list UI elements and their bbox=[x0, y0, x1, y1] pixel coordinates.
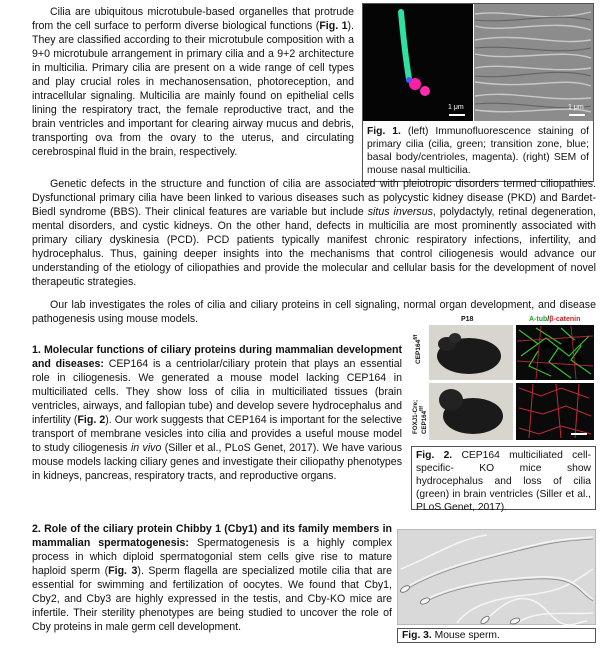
section1-text-a: CEP164 is a centriolar/ciliary protein that plays an essential role in ciliogenesis. We generated a mouse model lacking CEP164 in multiciliated cells. They show loss of cilia in multiciliated tissues (brain ventricles, airways, and fallopian tube) and develop severe hydrocephalus and infertility ( bbox=[32, 358, 402, 426]
fig1-ref: Fig. 1 bbox=[319, 20, 348, 32]
fig2-row2-sup: f/f bbox=[419, 406, 425, 411]
intro-p3-text: Our lab investigates the roles of cilia and ciliary proteins in cell signaling, normal organ development, and disease pathogenesis using mouse models. bbox=[32, 299, 596, 325]
fig2-caption bbox=[412, 447, 595, 516]
fig2-images bbox=[411, 316, 596, 442]
fig3-ref: Fig. 3 bbox=[108, 565, 138, 577]
fig1-scale-right-label: 1 μm bbox=[568, 104, 584, 111]
fig2-caption-box bbox=[411, 446, 596, 513]
intro-p2-italic: situs inversus bbox=[367, 206, 433, 218]
figure-3 bbox=[397, 529, 596, 642]
section-2 bbox=[32, 522, 392, 634]
section-1 bbox=[32, 343, 402, 483]
fig1-caption-text: (left) Immunofluorescence staining of primary cilia (cilia, green; transition zone, blue; basal body/centrioles, magenta). (right) SEM of mouse nasal multicilia. bbox=[367, 126, 589, 176]
intro-paragraph-2 bbox=[32, 177, 596, 289]
fig1-images bbox=[363, 4, 593, 121]
fig3-label: Fig. 3. bbox=[402, 630, 432, 641]
fig2-scalebar bbox=[571, 433, 587, 435]
fig1-caption bbox=[363, 121, 593, 179]
fig2-stain-sep: / bbox=[547, 316, 550, 323]
intro-p2-text-a: Genetic defects in the structure and function of cilia are associated with pleiotropic disorders termed ciliopathies. Dysfunctional primary cilia have been linked to various diseases such as polycystic kidney disease (PKD) and Bardet-Biedl syndrome (BBS). Their clinical features are variable but include bbox=[32, 178, 596, 218]
section1-italic: in vivo bbox=[130, 442, 162, 454]
fig2-row2b-text: CEP164 bbox=[421, 410, 429, 434]
section2-text-a: Spermatogenesis is a highly complex process in which diploid spermatogonial stem cells give rise to mature haploid sperm ( bbox=[32, 537, 393, 577]
fig2-label: Fig. 2. bbox=[416, 450, 453, 461]
fig3-sperm-image bbox=[397, 529, 596, 625]
fig2-ref: Fig. 2 bbox=[77, 414, 106, 426]
fig2-stain-a: A-tub bbox=[529, 316, 548, 323]
fig1-scale-left-label: 1 μm bbox=[448, 104, 464, 111]
fig3-caption-text: Mouse sperm. bbox=[431, 630, 500, 641]
fig3-caption-box bbox=[397, 628, 596, 643]
section2-heading: 2. Role of the ciliary protein Chibby 1 (Cby1) and its family members in mammalian spermatogenesis: bbox=[32, 523, 392, 549]
fig3-caption bbox=[398, 629, 595, 644]
intro-p2-text-b: , polydactyly, retinal degeneration, mental disorders, and cystic kidneys. On the other hand, defects in multicilia are most prominently associated with primary ciliary dyskinesia (PCD). PCD patients typically manifest chronic respiratory infections, infertility, and hydrocephalus. Thus, gaining deeper insights into the mechanisms that control ciliogenesis would advance our understanding of the etiology of ciliopathies and provide the molecular and cellular basis for the development of novel therapeutic strategies. bbox=[32, 206, 596, 288]
fig2-row2-text: FOXJ1-Cre; bbox=[412, 399, 419, 434]
intro-text-a: Cilia are ubiquitous microtubule-based organelles that protrude from the cell surface to perform diverse biological functions ( bbox=[32, 6, 354, 32]
fig2-caption-text: CEP164 multiciliated cell-specific- KO mice show hydrocephalus and loss of cilia (green) in brain ventricles (Siller et al., PLoS Genet, 2017). bbox=[416, 450, 592, 513]
figure-1 bbox=[362, 3, 594, 182]
fig1-scalebar-left bbox=[449, 114, 465, 116]
fig1-scalebar-right bbox=[569, 114, 585, 116]
section1-text-b: ). Our work suggests that CEP164 is important for the selective transport of membrane vesicles into cilia and provides a useful mouse model to study ciliogenesis bbox=[32, 414, 403, 454]
section1-heading: 1. Molecular functions of ciliary proteins during mammalian development and diseases: bbox=[32, 344, 402, 370]
fig2-row1-text: CEP164 bbox=[415, 339, 423, 364]
fig1-label: Fig. 1. bbox=[367, 126, 401, 137]
fig2-image-panel bbox=[411, 316, 596, 442]
fig2-stain-b: β-catenin bbox=[549, 316, 581, 323]
section2-text-b: ). Sperm flagella are specialized motile cilia that are essential for swimming and fertilization of oocytes. We found that Cby1, Cby2, and Cby3 are highly expressed in the testis, and Cby-KO mice are infertile. Their sterility phenotypes are being studied to uncover the role of Cby proteins in male germ cell development. bbox=[32, 565, 393, 633]
section1-text-c: (Siller et al., PLoS Genet, 2017). We have various mouse models lacking ciliary genes and investigate their ciliopathy phenotypes in kidneys, pancreas, respiratory tracts, and reproductive organs. bbox=[32, 442, 403, 482]
intro-text-b: ). They are classified according to their microtubule composition with a 9+0 microtubule arrangement in primary cilia and a 9+2 architecture in multicilia. Primary cilia are present on a wide range of cell types and play crucial roles in mechanosensation, photoreception, and intracellular signaling. Multicilia are mainly found on epithelial cells lining the respiratory tract, the female reproductive tract, and the brain ventricles and important for clearing airway mucus and debris, transporting ova from the ovary to the uterus, and circulating cerebrospinal fluid in the brain, respectively. bbox=[32, 20, 354, 158]
centriole-magenta bbox=[420, 86, 430, 96]
intro-paragraph-1 bbox=[32, 5, 354, 159]
fig2-age-label: P18 bbox=[461, 316, 474, 323]
figure-2 bbox=[411, 316, 596, 513]
transition-zone-blue bbox=[406, 77, 412, 83]
fig2-row1-sup: f/f bbox=[413, 334, 419, 340]
